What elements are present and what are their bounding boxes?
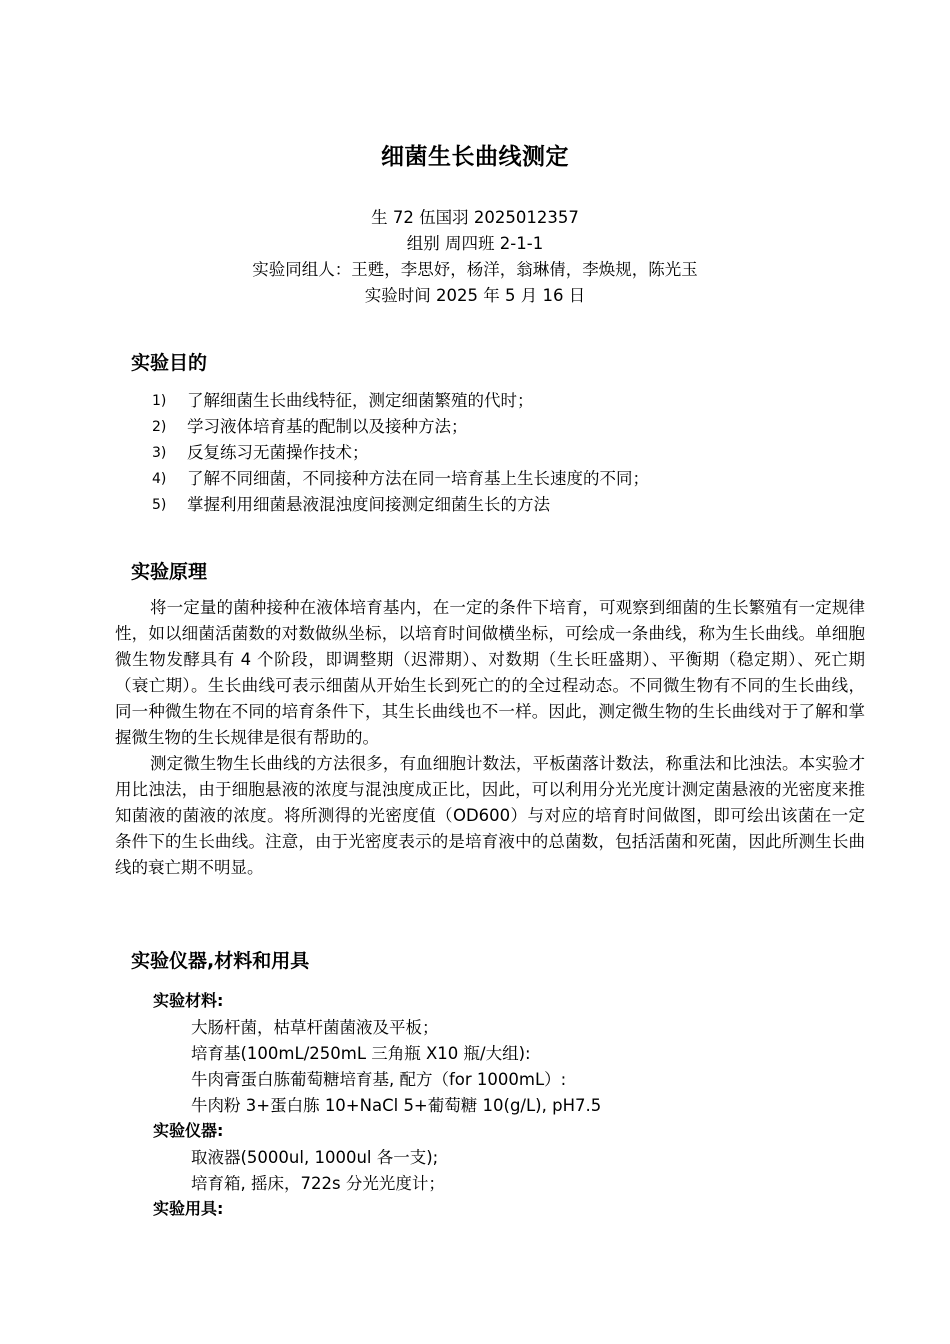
purpose-list bbox=[152, 388, 872, 518]
list-item bbox=[152, 466, 872, 492]
material-item: 大肠杆菌，枯草杆菌菌液及平板； bbox=[191, 1018, 439, 1037]
principle-paragraph-2: 测定微生物生长曲线的方法很多，有血细胞计数法，平板菌落计数法，称重法和比浊法。本实验才用比浊法，由于细胞悬液的浓度与混浊度成正比，因此，可以利用分光光度计测定菌悬液的光密度来推知菌液的菌液的浓度。将所测得的光密度值（OD600）与对应的培育时间做图，即可绘出该菌在一定条件下的生长曲线。注意，由于光密度表示的是培育液中的总菌数，包括活菌和死菌，因此所测生长曲线的衰亡期不明显。 bbox=[115, 754, 865, 877]
material-item: 培育基(100mL/250mL 三角瓶 X10 瓶/大组): bbox=[191, 1044, 531, 1063]
list-number: 1) bbox=[152, 393, 167, 409]
section-heading-equipment: 实验仪器,材料和用具 bbox=[131, 950, 310, 972]
instrument-item: 取液器(5000ul, 1000ul 各一支); bbox=[191, 1148, 439, 1167]
author-line: 生 72 伍国羽 2025012357 bbox=[371, 208, 579, 227]
list-item bbox=[152, 440, 872, 466]
list-number: 4) bbox=[152, 471, 167, 487]
principle-body bbox=[115, 595, 865, 881]
partners-line: 实验同组人：王甦，李思妤，杨洋，翁琳倩，李焕规，陈光玉 bbox=[252, 260, 698, 279]
instruments-label: 实验仪器: bbox=[153, 1121, 224, 1140]
author-info bbox=[0, 205, 950, 309]
tools-label: 实验用具: bbox=[153, 1199, 224, 1218]
list-number: 3) bbox=[152, 445, 167, 461]
materials-label: 实验材料: bbox=[153, 991, 224, 1010]
principle-paragraph-1: 将一定量的菌种接种在液体培育基内，在一定的条件下培育，可观察到细菌的生长繁殖有一定规律性，如以细菌活菌数的对数做纵坐标，以培育时间做横坐标，可绘成一条曲线，称为生长曲线。单细胞微生物发酵具有 4 个阶段，即调整期（迟滞期）、对数期（生长旺盛期）、平衡期（稳定期）、死亡期（衰亡期）。生长曲线可表示细菌从开始生长到死亡的的全过程动态。不同微生物有不同的生长曲线，同一种微生物在不同的培育条件下，其生长曲线也不一样。因此，测定微生物的生长曲线对于了解和掌握微生物的生长规律是很有帮助的。 bbox=[115, 598, 865, 747]
list-item bbox=[152, 492, 872, 518]
material-item: 牛肉粉 3+蛋白胨 10+NaCl 5+葡萄糖 10(g/L), pH7.5 bbox=[191, 1096, 602, 1115]
list-text: 了解细菌生长曲线特征，测定细菌繁殖的代时； bbox=[187, 391, 534, 410]
section-heading-principle: 实验原理 bbox=[131, 561, 208, 583]
group-line: 组别 周四班 2-1-1 bbox=[406, 234, 544, 253]
list-number: 5) bbox=[152, 497, 167, 513]
list-text: 反复练习无菌操作技术； bbox=[187, 443, 369, 462]
list-item bbox=[152, 414, 872, 440]
date-line: 实验时间 2025 年 5 月 16 日 bbox=[364, 286, 586, 305]
material-item: 牛肉膏蛋白胨葡萄糖培育基, 配方（for 1000mL）: bbox=[191, 1070, 567, 1089]
list-number: 2) bbox=[152, 419, 167, 435]
document-title: 细菌生长曲线测定 bbox=[381, 144, 569, 170]
list-text: 学习液体培育基的配制以及接种方法； bbox=[187, 417, 468, 436]
list-text: 掌握利用细菌悬液混浊度间接测定细菌生长的方法 bbox=[187, 495, 550, 514]
list-text: 了解不同细菌，不同接种方法在同一培育基上生长速度的不同； bbox=[187, 469, 649, 488]
list-item bbox=[152, 388, 872, 414]
section-heading-purpose: 实验目的 bbox=[131, 352, 208, 374]
instrument-item: 培育箱, 摇床，722s 分光光度计； bbox=[191, 1174, 445, 1193]
